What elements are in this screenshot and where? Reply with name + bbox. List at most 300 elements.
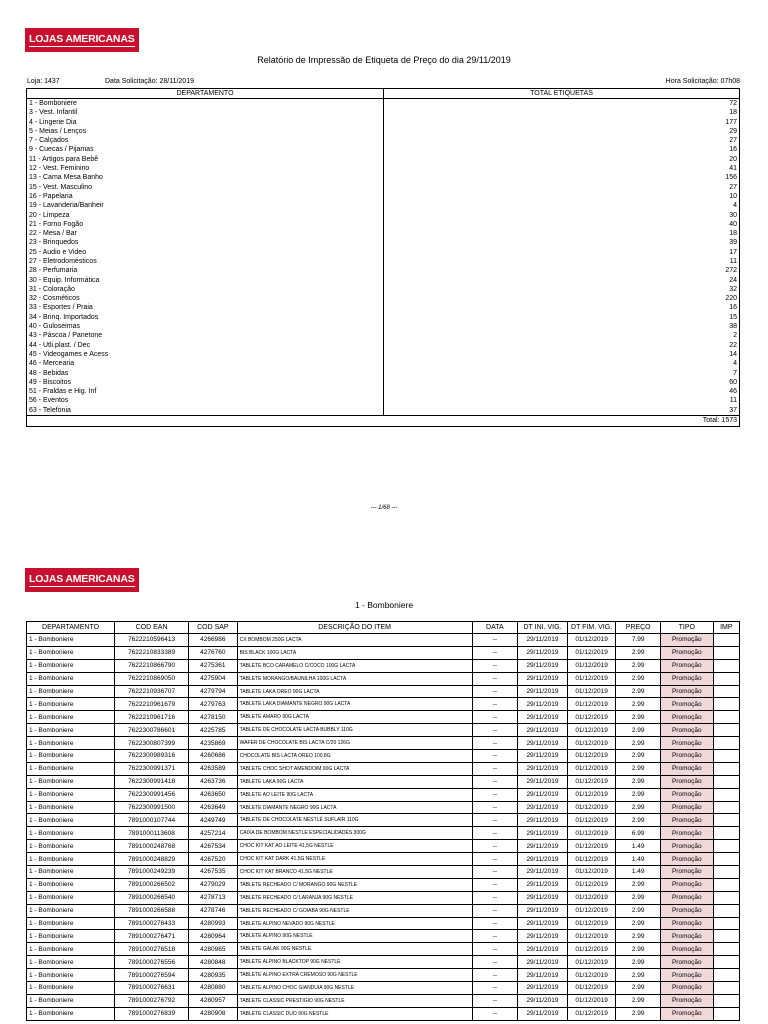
summary-row bbox=[27, 174, 740, 183]
item-ean: 7891000266540 bbox=[115, 891, 189, 904]
item-sap: 4275361 bbox=[189, 659, 238, 672]
item-date: -- bbox=[472, 788, 518, 801]
item-type: Promoção bbox=[660, 840, 713, 853]
item-print-cell[interactable] bbox=[713, 685, 739, 698]
item-description: TABLETE CLASSIC DUO 90G NESTLE bbox=[237, 1007, 472, 1020]
item-department: 1 - Bomboniere bbox=[27, 891, 115, 904]
table-row bbox=[27, 1007, 740, 1020]
item-print-cell[interactable] bbox=[713, 1007, 739, 1020]
item-end-date: 01/12/2019 bbox=[567, 891, 616, 904]
item-ean: 7891000276433 bbox=[115, 917, 189, 930]
item-price: 2.99 bbox=[616, 801, 661, 814]
item-department: 1 - Bomboniere bbox=[27, 982, 115, 995]
item-department: 1 - Bomboniere bbox=[27, 814, 115, 827]
summary-row bbox=[27, 257, 740, 266]
item-date: -- bbox=[472, 891, 518, 904]
item-sap: 4249749 bbox=[189, 814, 238, 827]
item-print-cell[interactable] bbox=[713, 866, 739, 879]
summary-department: 15 - Vest. Masculino bbox=[27, 183, 384, 192]
summary-department: 32 - Cosméticos bbox=[27, 295, 384, 304]
item-department: 1 - Bomboniere bbox=[27, 646, 115, 659]
item-start-date: 29/11/2019 bbox=[518, 956, 568, 969]
item-print-cell[interactable] bbox=[713, 711, 739, 724]
summary-row bbox=[27, 332, 740, 341]
item-print-cell[interactable] bbox=[713, 943, 739, 956]
item-sap: 4280880 bbox=[189, 982, 238, 995]
summary-department: 43 - Páscoa / Panetone bbox=[27, 332, 384, 341]
item-type: Promoção bbox=[660, 737, 713, 750]
item-ean: 7891000276839 bbox=[115, 1007, 189, 1020]
item-type: Promoção bbox=[660, 801, 713, 814]
table-row bbox=[27, 866, 740, 879]
summary-total: Total: 1573 bbox=[384, 416, 740, 426]
summary-count: 17 bbox=[384, 248, 740, 257]
item-department: 1 - Bomboniere bbox=[27, 904, 115, 917]
item-price: 2.99 bbox=[616, 711, 661, 724]
item-print-cell[interactable] bbox=[713, 646, 739, 659]
summary-row bbox=[27, 267, 740, 276]
item-print-cell[interactable] bbox=[713, 750, 739, 763]
summary-row bbox=[27, 285, 740, 294]
summary-count: 16 bbox=[384, 304, 740, 313]
item-ean: 7622300991456 bbox=[115, 788, 189, 801]
item-ean: 7891000266588 bbox=[115, 904, 189, 917]
table-row bbox=[27, 685, 740, 698]
item-ean: 7622210961679 bbox=[115, 698, 189, 711]
item-sap: 4225785 bbox=[189, 724, 238, 737]
item-department: 1 - Bomboniere bbox=[27, 737, 115, 750]
item-print-cell[interactable] bbox=[713, 814, 739, 827]
item-description: TABLETE ALPINO 90G NESTLE bbox=[237, 930, 472, 943]
summary-count: 10 bbox=[384, 192, 740, 201]
table-row bbox=[27, 904, 740, 917]
item-price: 1.49 bbox=[616, 853, 661, 866]
item-description: TABLETE LAKA OREO 90G LACTA bbox=[237, 685, 472, 698]
item-ean: 7622210961716 bbox=[115, 711, 189, 724]
item-sap: 4280964 bbox=[189, 930, 238, 943]
item-end-date: 01/12/2019 bbox=[567, 672, 616, 685]
item-sap: 4267520 bbox=[189, 853, 238, 866]
summary-row bbox=[27, 406, 740, 416]
item-department: 1 - Bomboniere bbox=[27, 930, 115, 943]
report-meta bbox=[27, 78, 740, 88]
item-start-date: 29/11/2019 bbox=[518, 917, 568, 930]
item-print-cell[interactable] bbox=[713, 969, 739, 982]
table-row bbox=[27, 788, 740, 801]
item-start-date: 29/11/2019 bbox=[518, 659, 568, 672]
page-number: --- 1/68 --- bbox=[370, 505, 398, 511]
report-title: Relatório de Impressão de Etiqueta de Preço do dia 29/11/2019 bbox=[257, 55, 511, 65]
item-price: 2.99 bbox=[616, 930, 661, 943]
table-row bbox=[27, 827, 740, 840]
item-end-date: 01/12/2019 bbox=[567, 750, 616, 763]
table-row bbox=[27, 698, 740, 711]
table-row bbox=[27, 982, 740, 995]
item-ean: 7891000276594 bbox=[115, 969, 189, 982]
store-label: Loja: 1437 bbox=[27, 78, 60, 85]
item-type: Promoção bbox=[660, 982, 713, 995]
item-start-date: 29/11/2019 bbox=[518, 788, 568, 801]
item-type: Promoção bbox=[660, 634, 713, 647]
item-sap: 4276760 bbox=[189, 646, 238, 659]
item-print-cell[interactable] bbox=[713, 788, 739, 801]
table-row bbox=[27, 634, 740, 647]
item-price: 2.99 bbox=[616, 737, 661, 750]
items-header-cell: IMP bbox=[713, 622, 739, 634]
table-row bbox=[27, 930, 740, 943]
item-description: CHOC KIT KAT DARK 41,5G NESTLE bbox=[237, 853, 472, 866]
item-sap: 4278713 bbox=[189, 891, 238, 904]
summary-department: 34 - Brinq. Importados bbox=[27, 313, 384, 322]
item-print-cell[interactable] bbox=[713, 634, 739, 647]
item-department: 1 - Bomboniere bbox=[27, 878, 115, 891]
item-start-date: 29/11/2019 bbox=[518, 724, 568, 737]
item-print-cell[interactable] bbox=[713, 982, 739, 995]
item-department: 1 - Bomboniere bbox=[27, 659, 115, 672]
item-print-cell[interactable] bbox=[713, 659, 739, 672]
summary-row bbox=[27, 378, 740, 387]
table-row bbox=[27, 737, 740, 750]
item-start-date: 29/11/2019 bbox=[518, 969, 568, 982]
item-description: TABLETE MORANGO/BAUNILHA 100G LACTA bbox=[237, 672, 472, 685]
item-ean: 7622300989316 bbox=[115, 750, 189, 763]
item-ean: 7891000276471 bbox=[115, 930, 189, 943]
item-sap: 4235869 bbox=[189, 737, 238, 750]
summary-department: 31 - Coloração bbox=[27, 285, 384, 294]
item-date: -- bbox=[472, 814, 518, 827]
item-print-cell[interactable] bbox=[713, 762, 739, 775]
item-price: 2.99 bbox=[616, 891, 661, 904]
items-header-cell: TIPO bbox=[660, 622, 713, 634]
table-row bbox=[27, 672, 740, 685]
item-date: -- bbox=[472, 801, 518, 814]
item-type: Promoção bbox=[660, 994, 713, 1007]
item-type: Promoção bbox=[660, 878, 713, 891]
summary-count: 156 bbox=[384, 174, 740, 183]
item-sap: 4267534 bbox=[189, 840, 238, 853]
item-price: 2.99 bbox=[616, 904, 661, 917]
section-title: 1 - Bomboniere bbox=[354, 600, 414, 610]
item-price: 2.99 bbox=[616, 1007, 661, 1020]
item-print-cell[interactable] bbox=[713, 801, 739, 814]
item-sap: 4263649 bbox=[189, 801, 238, 814]
item-department: 1 - Bomboniere bbox=[27, 969, 115, 982]
item-sap: 4280957 bbox=[189, 994, 238, 1007]
item-start-date: 29/11/2019 bbox=[518, 982, 568, 995]
item-start-date: 29/11/2019 bbox=[518, 711, 568, 724]
item-type: Promoção bbox=[660, 711, 713, 724]
item-date: -- bbox=[472, 634, 518, 647]
item-ean: 7622300991371 bbox=[115, 762, 189, 775]
item-end-date: 01/12/2019 bbox=[567, 711, 616, 724]
item-price: 2.99 bbox=[616, 994, 661, 1007]
item-sap: 4278746 bbox=[189, 904, 238, 917]
summary-total-spacer bbox=[27, 416, 384, 426]
summary-count: 30 bbox=[384, 211, 740, 220]
table-row bbox=[27, 750, 740, 763]
item-department: 1 - Bomboniere bbox=[27, 801, 115, 814]
item-print-cell[interactable] bbox=[713, 853, 739, 866]
item-end-date: 01/12/2019 bbox=[567, 878, 616, 891]
item-type: Promoção bbox=[660, 762, 713, 775]
item-start-date: 29/11/2019 bbox=[518, 878, 568, 891]
item-sap: 4279029 bbox=[189, 878, 238, 891]
item-date: -- bbox=[472, 724, 518, 737]
item-sap: 4279794 bbox=[189, 685, 238, 698]
item-department: 1 - Bomboniere bbox=[27, 762, 115, 775]
item-print-cell[interactable] bbox=[713, 956, 739, 969]
item-date: -- bbox=[472, 672, 518, 685]
item-sap: 4263650 bbox=[189, 788, 238, 801]
item-print-cell[interactable] bbox=[713, 827, 739, 840]
table-row bbox=[27, 969, 740, 982]
item-print-cell[interactable] bbox=[713, 904, 739, 917]
summary-row bbox=[27, 202, 740, 211]
summary-department: 56 - Eventos bbox=[27, 397, 384, 406]
item-price: 2.99 bbox=[616, 646, 661, 659]
item-print-cell[interactable] bbox=[713, 840, 739, 853]
item-type: Promoção bbox=[660, 904, 713, 917]
item-description: CHOC KIT KAT BRANCO 41,5G NESTLE bbox=[237, 866, 472, 879]
summary-count: 40 bbox=[384, 220, 740, 229]
summary-count: 4 bbox=[384, 202, 740, 211]
item-description: TABLETE LAKA DIAMANTE NEGRO 90G LACTA bbox=[237, 698, 472, 711]
item-print-cell[interactable] bbox=[713, 917, 739, 930]
item-end-date: 01/12/2019 bbox=[567, 685, 616, 698]
item-type: Promoção bbox=[660, 750, 713, 763]
item-description: TABLETE RECHEADO C/ MORANGO 90G NESTLE bbox=[237, 878, 472, 891]
table-row bbox=[27, 659, 740, 672]
table-row bbox=[27, 994, 740, 1007]
item-sap: 4278150 bbox=[189, 711, 238, 724]
item-ean: 7622210833389 bbox=[115, 646, 189, 659]
summary-row bbox=[27, 295, 740, 304]
item-date: -- bbox=[472, 775, 518, 788]
item-type: Promoção bbox=[660, 775, 713, 788]
brand-logo: LOJAS AMERICANAS bbox=[25, 568, 139, 592]
summary-row bbox=[27, 276, 740, 285]
summary-count: 15 bbox=[384, 313, 740, 322]
summary-count: 11 bbox=[384, 397, 740, 406]
item-end-date: 01/12/2019 bbox=[567, 698, 616, 711]
item-start-date: 29/11/2019 bbox=[518, 646, 568, 659]
item-ean: 7891000276556 bbox=[115, 956, 189, 969]
table-row bbox=[27, 956, 740, 969]
item-price: 2.99 bbox=[616, 982, 661, 995]
table-row bbox=[27, 943, 740, 956]
summary-count: 7 bbox=[384, 369, 740, 378]
item-price: 2.99 bbox=[616, 788, 661, 801]
item-end-date: 01/12/2019 bbox=[567, 801, 616, 814]
item-print-cell[interactable] bbox=[713, 672, 739, 685]
item-department: 1 - Bomboniere bbox=[27, 711, 115, 724]
summary-department: 12 - Vest. Feminino bbox=[27, 164, 384, 173]
item-type: Promoção bbox=[660, 659, 713, 672]
item-price: 2.99 bbox=[616, 775, 661, 788]
items-header-cell: COD SAP bbox=[189, 622, 238, 634]
item-type: Promoção bbox=[660, 956, 713, 969]
summary-row bbox=[27, 183, 740, 192]
item-start-date: 29/11/2019 bbox=[518, 775, 568, 788]
summary-count: 18 bbox=[384, 229, 740, 238]
item-end-date: 01/12/2019 bbox=[567, 775, 616, 788]
summary-row bbox=[27, 146, 740, 155]
item-description: TABLETE ALPINO EXTRA CRÉMOSO 90G NESTLE bbox=[237, 969, 472, 982]
item-start-date: 29/11/2019 bbox=[518, 827, 568, 840]
item-description: TABLETE GALAK 90G NESTLE bbox=[237, 943, 472, 956]
item-ean: 7622300991418 bbox=[115, 775, 189, 788]
summary-department: 28 - Perfumaria bbox=[27, 267, 384, 276]
item-date: -- bbox=[472, 750, 518, 763]
item-ean: 7622210869050 bbox=[115, 672, 189, 685]
request-hour: Hora Solicitação: 07h08 bbox=[665, 78, 740, 85]
table-row bbox=[27, 891, 740, 904]
item-sap: 4260686 bbox=[189, 750, 238, 763]
item-ean: 7891000113608 bbox=[115, 827, 189, 840]
item-end-date: 01/12/2019 bbox=[567, 994, 616, 1007]
summary-row bbox=[27, 322, 740, 331]
item-type: Promoção bbox=[660, 685, 713, 698]
table-row bbox=[27, 762, 740, 775]
item-start-date: 29/11/2019 bbox=[518, 672, 568, 685]
summary-count: 20 bbox=[384, 155, 740, 164]
summary-count: 32 bbox=[384, 285, 740, 294]
item-sap: 4266986 bbox=[189, 634, 238, 647]
item-end-date: 01/12/2019 bbox=[567, 659, 616, 672]
col-department: DEPARTAMENTO bbox=[27, 89, 384, 99]
request-date: Data Solicitação: 28/11/2019 bbox=[105, 78, 194, 85]
summary-row bbox=[27, 99, 740, 109]
item-type: Promoção bbox=[660, 969, 713, 982]
item-department: 1 - Bomboniere bbox=[27, 956, 115, 969]
items-header-cell: DESCRIÇÃO DO ITEM bbox=[237, 622, 472, 634]
item-print-cell[interactable] bbox=[713, 891, 739, 904]
item-department: 1 - Bomboniere bbox=[27, 634, 115, 647]
item-description: TABLETE CHOC SHOT AMENDOIM 90G LACTA bbox=[237, 762, 472, 775]
item-type: Promoção bbox=[660, 1007, 713, 1020]
summary-department: 3 - Vest. Infantil bbox=[27, 109, 384, 118]
summary-count: 2 bbox=[384, 332, 740, 341]
summary-department: 40 - Guloseimas bbox=[27, 322, 384, 331]
item-sap: 4279763 bbox=[189, 698, 238, 711]
item-department: 1 - Bomboniere bbox=[27, 840, 115, 853]
item-start-date: 29/11/2019 bbox=[518, 634, 568, 647]
item-date: -- bbox=[472, 659, 518, 672]
item-end-date: 01/12/2019 bbox=[567, 762, 616, 775]
item-price: 7.99 bbox=[616, 634, 661, 647]
item-sap: 4267535 bbox=[189, 866, 238, 879]
item-date: -- bbox=[472, 943, 518, 956]
item-price: 2.99 bbox=[616, 943, 661, 956]
summary-count: 272 bbox=[384, 267, 740, 276]
item-department: 1 - Bomboniere bbox=[27, 827, 115, 840]
item-date: -- bbox=[472, 827, 518, 840]
item-description: TABLETE AO LEITE 90G LACTA bbox=[237, 788, 472, 801]
summary-row bbox=[27, 155, 740, 164]
item-type: Promoção bbox=[660, 930, 713, 943]
item-type: Promoção bbox=[660, 646, 713, 659]
item-start-date: 29/11/2019 bbox=[518, 698, 568, 711]
item-description: CX BOMBOM 250G LACTA bbox=[237, 634, 472, 647]
summary-row bbox=[27, 313, 740, 322]
summary-count: 18 bbox=[384, 109, 740, 118]
item-print-cell[interactable] bbox=[713, 878, 739, 891]
item-ean: 7891000107744 bbox=[115, 814, 189, 827]
item-department: 1 - Bomboniere bbox=[27, 724, 115, 737]
item-end-date: 01/12/2019 bbox=[567, 956, 616, 969]
item-price: 2.99 bbox=[616, 762, 661, 775]
item-print-cell[interactable] bbox=[713, 775, 739, 788]
item-description: TABLETE ALPINO CHOC GIANDUIA 90G NESTLE bbox=[237, 982, 472, 995]
summary-count: 177 bbox=[384, 118, 740, 127]
table-row bbox=[27, 724, 740, 737]
summary-table bbox=[26, 88, 740, 427]
item-ean: 7622210596413 bbox=[115, 634, 189, 647]
item-description: TABLETE BCO CARAMELO C/COCO 100G LACTA bbox=[237, 659, 472, 672]
item-sap: 4263589 bbox=[189, 762, 238, 775]
item-price: 1.49 bbox=[616, 866, 661, 879]
item-ean: 7891000276631 bbox=[115, 982, 189, 995]
summary-row bbox=[27, 350, 740, 359]
item-price: 2.99 bbox=[616, 917, 661, 930]
item-print-cell[interactable] bbox=[713, 930, 739, 943]
item-print-cell[interactable] bbox=[713, 698, 739, 711]
summary-row bbox=[27, 360, 740, 369]
item-ean: 7891000249239 bbox=[115, 866, 189, 879]
item-ean: 7622210936707 bbox=[115, 685, 189, 698]
item-end-date: 01/12/2019 bbox=[567, 646, 616, 659]
item-ean: 7891000248768 bbox=[115, 840, 189, 853]
summary-department: 13 - Cama Mesa Banho bbox=[27, 174, 384, 183]
summary-count: 37 bbox=[384, 406, 740, 416]
table-row bbox=[27, 711, 740, 724]
item-type: Promoção bbox=[660, 698, 713, 711]
item-date: -- bbox=[472, 982, 518, 995]
item-type: Promoção bbox=[660, 788, 713, 801]
summary-department: 11 - Artigos para Bebê bbox=[27, 155, 384, 164]
items-header-cell: COD EAN bbox=[115, 622, 189, 634]
items-header-cell: PREÇO bbox=[616, 622, 661, 634]
summary-department: 51 - Fraldas e Hig. Inf bbox=[27, 388, 384, 397]
table-row bbox=[27, 775, 740, 788]
item-end-date: 01/12/2019 bbox=[567, 943, 616, 956]
item-start-date: 29/11/2019 bbox=[518, 801, 568, 814]
summary-department: 22 - Mesa / Bar bbox=[27, 229, 384, 238]
item-print-cell[interactable] bbox=[713, 724, 739, 737]
item-date: -- bbox=[472, 878, 518, 891]
item-ean: 7622210866790 bbox=[115, 659, 189, 672]
summary-department: 7 - Calçados bbox=[27, 136, 384, 145]
item-print-cell[interactable] bbox=[713, 737, 739, 750]
table-row bbox=[27, 853, 740, 866]
item-start-date: 29/11/2019 bbox=[518, 814, 568, 827]
summary-department: 23 - Brinquedos bbox=[27, 239, 384, 248]
table-row bbox=[27, 840, 740, 853]
summary-count: 72 bbox=[384, 99, 740, 109]
item-type: Promoção bbox=[660, 891, 713, 904]
item-print-cell[interactable] bbox=[713, 994, 739, 1007]
summary-department: 45 - Videogames e Acess bbox=[27, 350, 384, 359]
summary-row bbox=[27, 229, 740, 238]
item-end-date: 01/12/2019 bbox=[567, 853, 616, 866]
item-start-date: 29/11/2019 bbox=[518, 866, 568, 879]
summary-count: 60 bbox=[384, 378, 740, 387]
item-sap: 4257214 bbox=[189, 827, 238, 840]
item-end-date: 01/12/2019 bbox=[567, 1007, 616, 1020]
item-date: -- bbox=[472, 956, 518, 969]
table-row bbox=[27, 917, 740, 930]
summary-row bbox=[27, 239, 740, 248]
